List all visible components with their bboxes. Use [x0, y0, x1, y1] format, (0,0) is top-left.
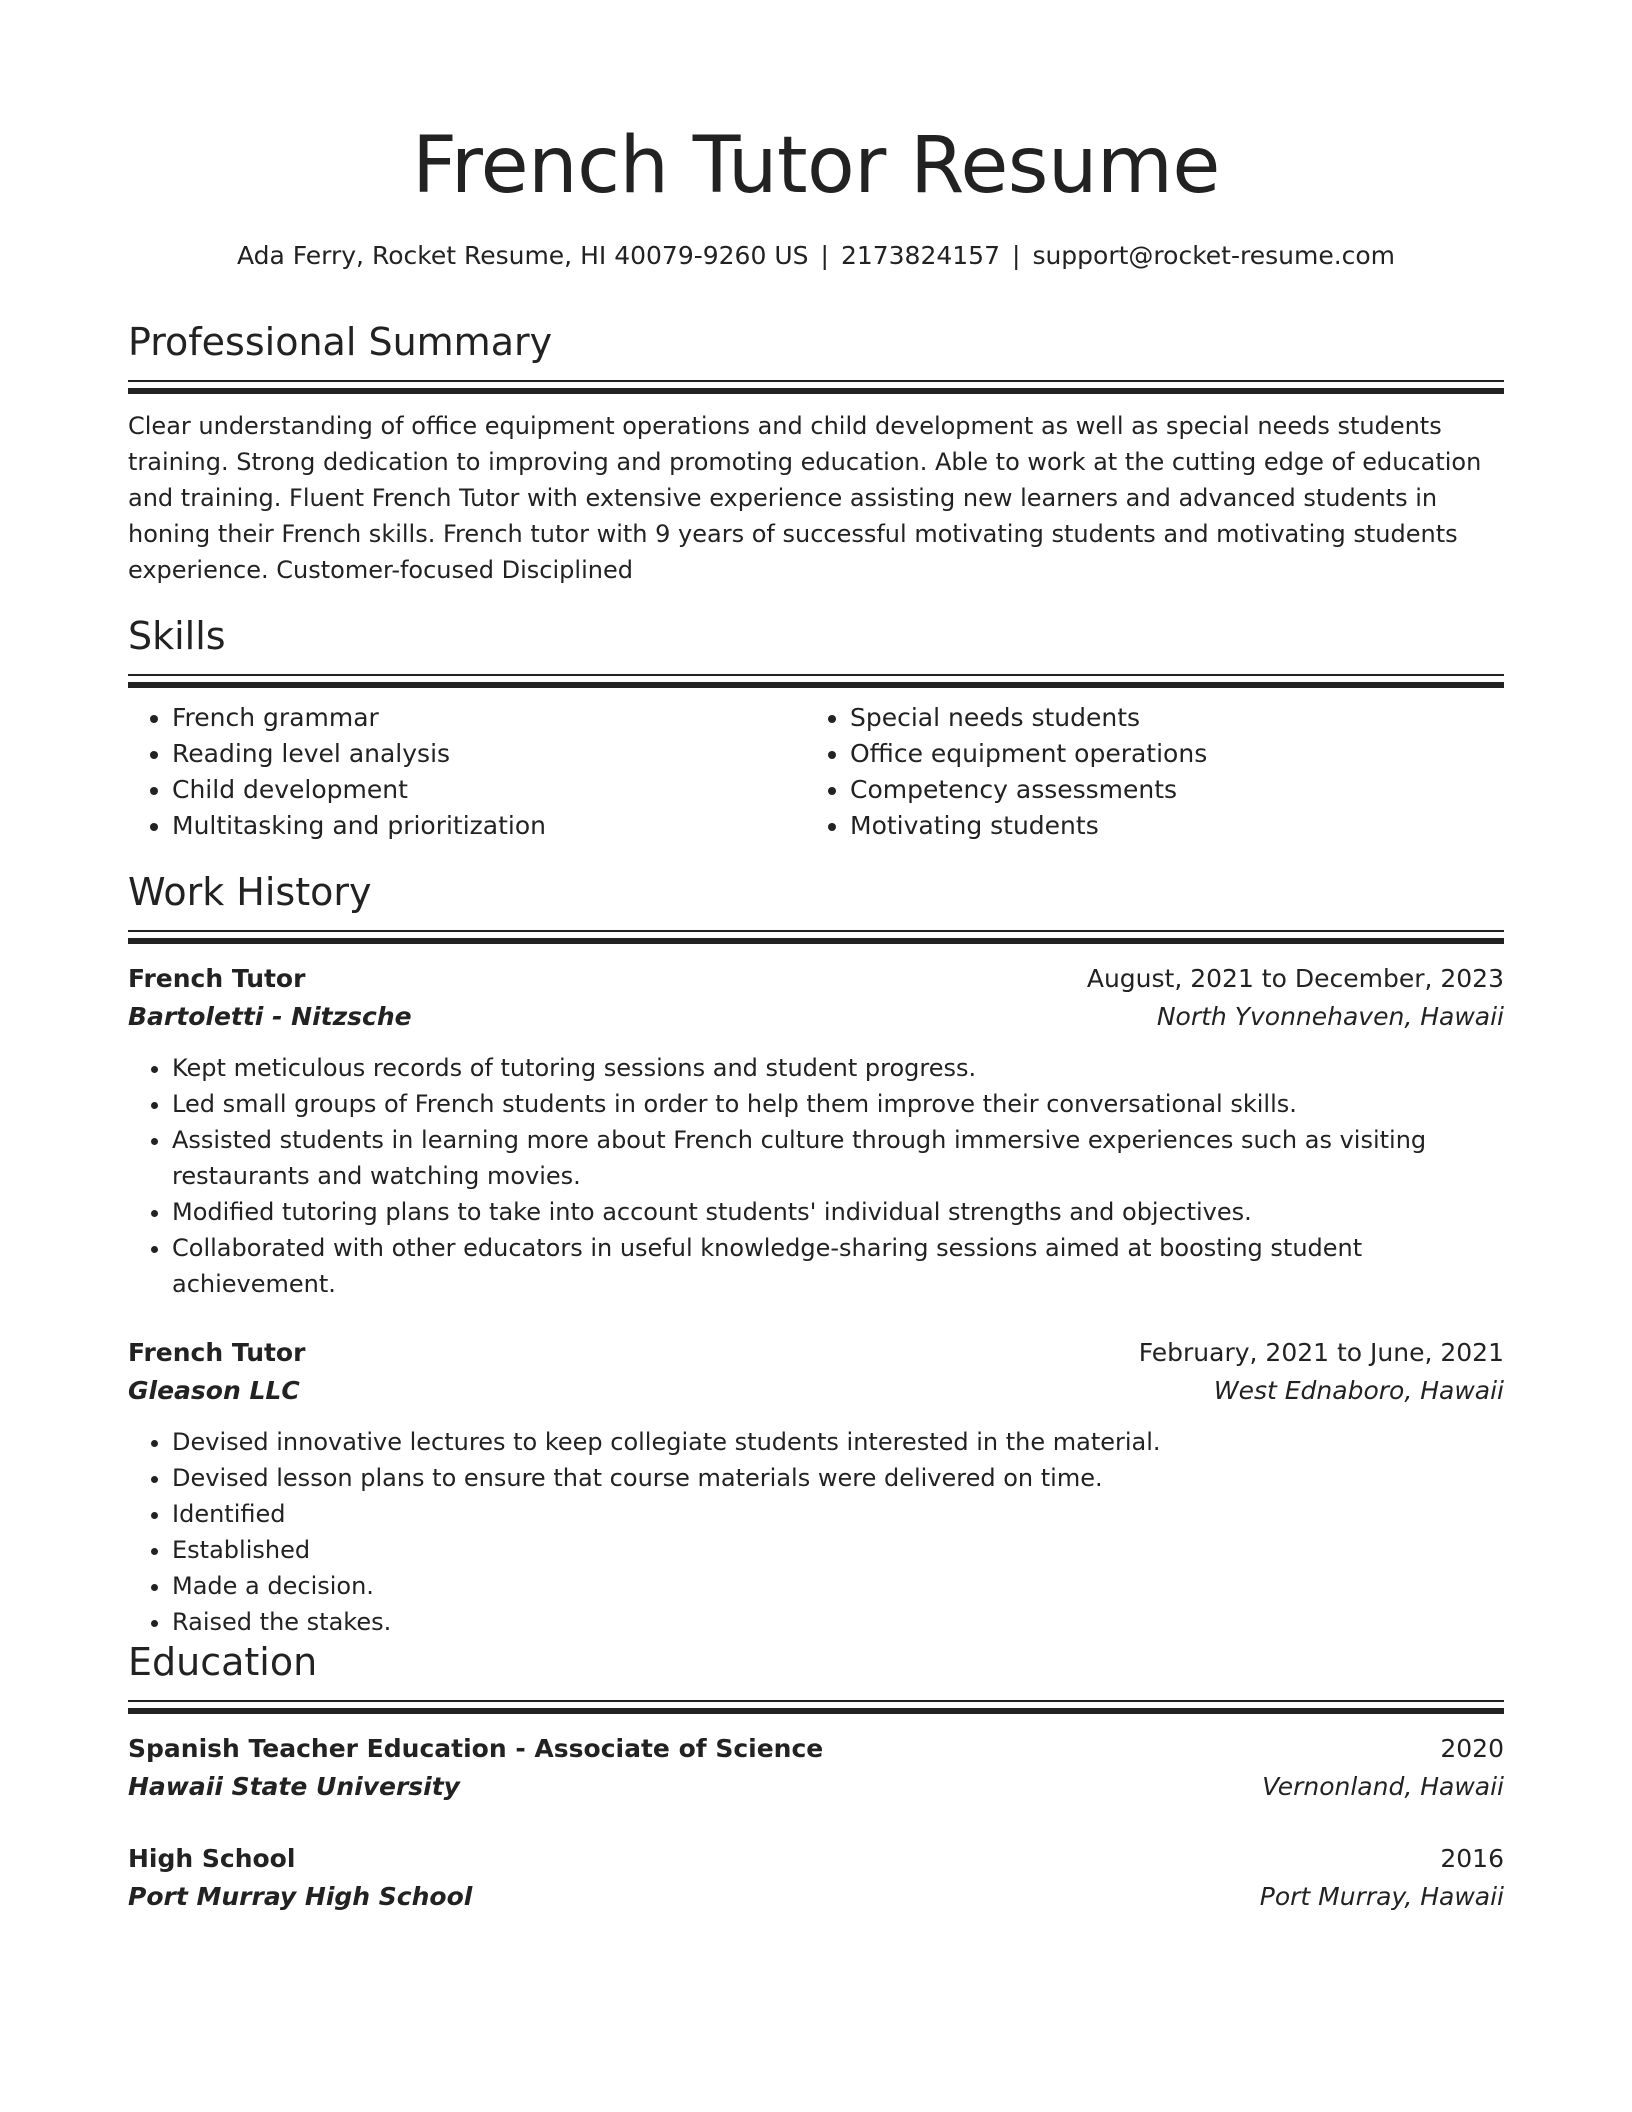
- work-history-heading: Work History: [128, 870, 372, 914]
- job-bullet: • Led small groups of French students in order to help them improve their conversational skills.: [172, 1086, 1504, 1122]
- job-entry: [128, 960, 1504, 1302]
- job-bullet: • Identified: [172, 1496, 1504, 1532]
- job-bullet: • Kept meticulous records of tutoring sessions and student progress.: [172, 1050, 1504, 1086]
- skills-section: [128, 610, 1504, 844]
- education-entry: [128, 1730, 1504, 1806]
- job-company: Bartoletti - Nitzsche: [128, 1002, 412, 1031]
- skill-item: • Competency assessments: [850, 772, 1484, 808]
- job-bullets: [128, 1050, 1504, 1302]
- education-location: Vernonland, Hawaii: [1262, 1772, 1504, 1801]
- job-bullet: • Assisted students in learning more about French culture through immersive experiences such as visiting restaurants and watching movies.: [172, 1122, 1504, 1194]
- skill-item: • French grammar: [172, 700, 806, 736]
- job-dates: August, 2021 to December, 2023: [1086, 964, 1504, 993]
- contact-line: [128, 238, 1504, 274]
- job-location: West Ednaboro, Hawaii: [1213, 1376, 1504, 1405]
- job-title: French Tutor: [128, 1338, 306, 1367]
- education-school: Port Murray High School: [128, 1882, 473, 1911]
- education-degree: Spanish Teacher Education - Associate of Science: [128, 1734, 824, 1763]
- education-location: Port Murray, Hawaii: [1259, 1882, 1504, 1911]
- job-bullet: • Established: [172, 1532, 1504, 1568]
- section-divider: [128, 674, 1504, 688]
- education-section: [128, 1636, 1504, 1916]
- contact-phone: 2173824157: [840, 241, 1000, 270]
- resume-title: French Tutor Resume: [412, 121, 1220, 211]
- skill-item: • Office equipment operations: [850, 736, 1484, 772]
- job-entry: [128, 1334, 1504, 1640]
- contact-separator: |: [1012, 241, 1021, 270]
- section-divider: [128, 930, 1504, 944]
- work-history-section: [128, 866, 1504, 1640]
- skills-list-left: [128, 700, 806, 844]
- skill-item: • Child development: [172, 772, 806, 808]
- job-dates: February, 2021 to June, 2021: [1138, 1338, 1504, 1367]
- education-heading: Education: [128, 1640, 318, 1684]
- skill-item: • Multitasking and prioritization: [172, 808, 806, 844]
- job-bullet: • Collaborated with other educators in useful knowledge-sharing sessions aimed at boosting student achievement.: [172, 1230, 1504, 1302]
- job-company: Gleason LLC: [128, 1376, 300, 1405]
- education-degree: High School: [128, 1844, 296, 1873]
- skill-item: • Reading level analysis: [172, 736, 806, 772]
- section-divider: [128, 380, 1504, 394]
- summary-text: Clear understanding of office equipment operations and child development as well as special needs students training. Strong dedication to improving and promoting education. Able to work at the cutting edge of education and training. Fluent French Tutor with extensive experience assisting new learners and advanced students in honing their French skills. French tutor with 9 years of successful motivating students and motivating students experience. Customer-focused Disciplined: [128, 412, 1482, 584]
- job-location: North Yvonnehaven, Hawaii: [1156, 1002, 1504, 1031]
- skill-item: • Motivating students: [850, 808, 1484, 844]
- education-year: 2016: [1440, 1844, 1504, 1873]
- education-entry: [128, 1840, 1504, 1916]
- education-year: 2020: [1440, 1734, 1504, 1763]
- job-bullet: • Made a decision.: [172, 1568, 1504, 1604]
- job-bullet: • Devised lesson plans to ensure that course materials were delivered on time.: [172, 1460, 1504, 1496]
- education-school: Hawaii State University: [128, 1772, 460, 1801]
- job-bullets: [128, 1424, 1504, 1640]
- job-bullet: • Raised the stakes.: [172, 1604, 1504, 1640]
- summary-section: [128, 316, 1504, 588]
- job-bullet: • Devised innovative lectures to keep collegiate students interested in the material.: [172, 1424, 1504, 1460]
- contact-email: support@rocket-resume.com: [1032, 241, 1396, 270]
- skills-heading: Skills: [128, 614, 226, 658]
- contact-address: Ada Ferry, Rocket Resume, HI 40079-9260 US: [236, 241, 809, 270]
- contact-separator: |: [820, 241, 829, 270]
- job-bullet: • Modified tutoring plans to take into account students' individual strengths and objectives.: [172, 1194, 1504, 1230]
- skills-list-right: [806, 700, 1484, 844]
- job-title: French Tutor: [128, 964, 306, 993]
- summary-heading: Professional Summary: [128, 320, 553, 364]
- skill-item: • Special needs students: [850, 700, 1484, 736]
- skills-columns: [128, 700, 1504, 844]
- section-divider: [128, 1700, 1504, 1714]
